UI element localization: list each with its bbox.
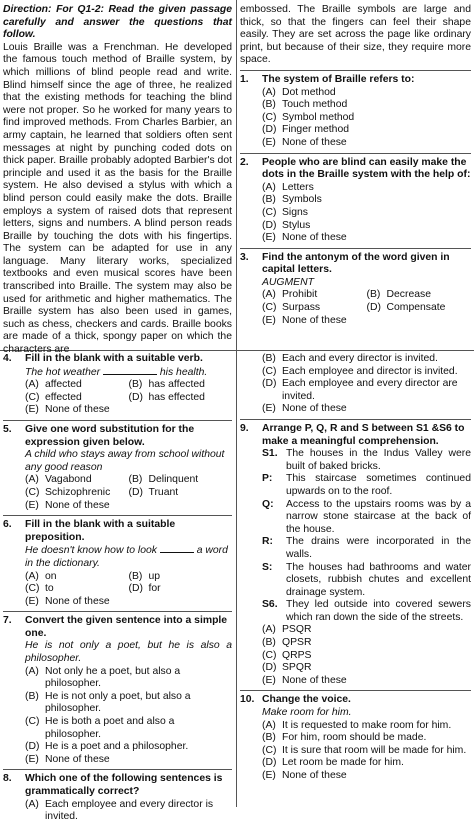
option[interactable]: (B) up bbox=[128, 570, 161, 582]
question-stem: Make room for him. bbox=[262, 707, 352, 719]
option[interactable]: (D) for bbox=[128, 583, 161, 595]
option[interactable]: (D) Each employee and every director are invited. bbox=[262, 378, 458, 402]
option[interactable]: (A) affected bbox=[25, 379, 82, 391]
option[interactable]: (B) Decrease bbox=[366, 289, 431, 301]
option[interactable]: (B) QPSR bbox=[262, 637, 312, 649]
option[interactable]: (E) None of these bbox=[25, 404, 110, 416]
question-number: 2. bbox=[240, 156, 249, 168]
option[interactable]: (A) Not only he a poet, but also a philosopher. bbox=[25, 665, 181, 690]
question-text: Give one word substitution for the expression given below. bbox=[25, 423, 195, 448]
option[interactable]: (D) has effected bbox=[128, 391, 205, 403]
top-right-block bbox=[240, 4, 471, 327]
option[interactable]: (E) None of these bbox=[262, 770, 347, 781]
option[interactable]: (D) Compensate bbox=[366, 302, 446, 314]
option[interactable]: (A) Each employee and every director is invited. bbox=[25, 798, 214, 823]
question-1 bbox=[240, 70, 471, 150]
question-text: Arrange P, Q, R and S between S1 &S6 to make a meaningful comprehension. bbox=[262, 422, 465, 447]
bottom-right-block bbox=[240, 353, 471, 783]
question-number: 3. bbox=[240, 251, 249, 263]
blank-line bbox=[103, 366, 157, 375]
question-text: Fill in the blank with a suitable preposition. bbox=[25, 519, 176, 543]
question-6 bbox=[3, 515, 232, 608]
question-number: 7. bbox=[3, 615, 12, 627]
question-8 bbox=[3, 769, 232, 823]
question-text: Fill in the blank with a suitable verb. bbox=[25, 353, 203, 364]
option[interactable]: (C) Surpass bbox=[262, 302, 321, 314]
question-text: Find the antonym of the word given in capital letters. bbox=[262, 251, 450, 276]
question-4 bbox=[3, 353, 232, 417]
option[interactable]: (D) Truant bbox=[128, 486, 179, 498]
question-text: Convert the given sentence into a simple one. bbox=[25, 615, 228, 639]
option[interactable]: (C) QRPS bbox=[262, 649, 312, 661]
passage-direction: Direction: For Q1-2: Read the given passage carefully and answer the questions that follow. bbox=[3, 4, 232, 41]
question-number: 4. bbox=[3, 353, 12, 364]
option[interactable]: (C) He is both a poet and also a philosopher. bbox=[25, 716, 175, 740]
sentence-p: P: This staircase sometimes continued upwards on to the roof. bbox=[262, 473, 471, 497]
question-10 bbox=[240, 690, 471, 782]
question-text: People who are blind can easily make the dots in the Braille system with the help of: bbox=[262, 156, 471, 181]
option[interactable]: (E) None of these bbox=[262, 314, 347, 326]
question-number: 6. bbox=[3, 519, 12, 531]
option[interactable]: (B) For him, room should be made. bbox=[262, 732, 427, 744]
passage-block bbox=[3, 4, 232, 357]
option[interactable]: (C) Schizophrenic bbox=[25, 486, 111, 498]
option[interactable]: (B) Delinquent bbox=[128, 474, 199, 486]
option[interactable]: (E) None of these bbox=[262, 403, 347, 415]
option[interactable]: (C) Signs bbox=[262, 206, 308, 218]
option[interactable]: (C) to bbox=[25, 583, 54, 595]
option[interactable]: (D) Stylus bbox=[262, 219, 311, 231]
option[interactable]: (A) Dot method bbox=[262, 86, 336, 98]
passage-text: Louis Braille was a Frenchman. He developed the famous touch method of Braille system, by which millions of blind people read and write. Blind himself since the age of three, he realized that the existing methods for teaching the blind were not proper. So he worked for many years to find improved methods. From Charles Barbier, an army captain, he learned that soldiers often sent messages at night by punching coded dots on thick paper. Braille probably adopted Barbier's dot principle and used it as the basis for the Braille system. He also devised a stylus with which a blind person could easily make the dots. Braille employs a system of raised dots that represent letters, signs and numbers. A blind person reads Braille by touching the dots with his fingertips. The system can be adapted for use in any language. Many literary works, specialized textbooks and even musical scores have been transcribed into Braille. The system may also be used for arithmetic and higher mathematics. The Braille system has also been used in games, such as chess, checkers and cards. Braille books are made of a thick, spongy paper on which the characters are bbox=[3, 41, 232, 356]
sentence-r: R: The drains were incorporated in the walls. bbox=[262, 536, 471, 560]
sentence-s: S: The houses had bathrooms and water closets, rubbish chutes and excellent drainage system. bbox=[262, 561, 471, 598]
option[interactable]: (A) Prohibit bbox=[262, 289, 318, 301]
option[interactable]: (D) He is a poet and a philosopher. bbox=[25, 741, 189, 753]
option[interactable]: (C) It is sure that room will be made for him. bbox=[262, 744, 467, 756]
option[interactable]: (A) PSQR bbox=[262, 624, 312, 636]
question-text: The system of Braille refers to: bbox=[262, 73, 415, 85]
bottom-left-block bbox=[3, 353, 232, 824]
option[interactable]: (D) SPQR bbox=[262, 662, 312, 674]
option[interactable]: (A) Letters bbox=[262, 181, 314, 193]
question-7 bbox=[3, 611, 232, 766]
question-number: 5. bbox=[3, 423, 12, 435]
option[interactable]: (A) It is requested to make room for him. bbox=[262, 719, 452, 731]
option[interactable]: (D) Let room be made for him. bbox=[262, 757, 404, 769]
question-9 bbox=[240, 419, 471, 687]
sentence-q: Q: Access to the upstairs rooms was by a narrow stone staircase at the back of the house. bbox=[262, 498, 471, 535]
question-stem: AUGMENT bbox=[262, 276, 314, 288]
question-number: 8. bbox=[3, 773, 12, 785]
column-divider bbox=[236, 0, 237, 807]
question-2 bbox=[240, 153, 471, 245]
question-number: 10. bbox=[240, 694, 255, 706]
option[interactable]: (B) has affected bbox=[128, 379, 205, 391]
question-3 bbox=[240, 248, 471, 328]
question-stem: The hot weather his health. bbox=[25, 366, 208, 378]
question-text: Which one of the following sentences is grammatically correct? bbox=[25, 773, 223, 797]
option[interactable]: (B) He is not only a poet, but also a philosopher. bbox=[25, 690, 191, 715]
question-number: 1. bbox=[240, 73, 249, 85]
option[interactable]: (A) Vagabond bbox=[25, 474, 92, 486]
question-stem: A child who stays away from school without any good reason bbox=[25, 449, 225, 473]
option[interactable]: (E) None of these bbox=[262, 232, 347, 244]
option[interactable]: (A) on bbox=[25, 570, 57, 582]
option[interactable]: (E) None of these bbox=[262, 674, 347, 686]
blank-line bbox=[160, 544, 194, 553]
option[interactable]: (E) None of these bbox=[25, 753, 110, 765]
question-stem: He doesn't know how to look a word in the dictionary. bbox=[25, 545, 228, 569]
sentence-s1: S1. The houses in the Indus Valley were built of baked bricks. bbox=[262, 448, 471, 472]
option[interactable]: (B) Touch method bbox=[262, 99, 348, 111]
question-stem: He is not only a poet, but he is also a philosopher. bbox=[25, 640, 232, 665]
option[interactable]: (B) Symbols bbox=[262, 194, 322, 206]
question-5 bbox=[3, 420, 232, 512]
option[interactable]: (E) None of these bbox=[25, 595, 110, 607]
option[interactable]: (C) Each employee and director is invited. bbox=[262, 365, 458, 377]
option[interactable]: (E) None of these bbox=[262, 136, 347, 148]
question-number: 9. bbox=[240, 422, 249, 434]
question-8-continued bbox=[240, 353, 471, 416]
sentence-s6: S6. They led outside into covered sewers which ran down the side of the streets. bbox=[262, 599, 471, 623]
option[interactable]: (C) Symbol method bbox=[262, 111, 355, 123]
option[interactable]: (B) Each and every director is invited. bbox=[262, 353, 438, 364]
passage-continuation: embossed. The Braille symbols are large and thick, so that the fingers can feel their shape easily. They are set across the page like ordinary print, but because of their size, they require more space. bbox=[240, 4, 471, 66]
option[interactable]: (E) None of these bbox=[25, 499, 110, 511]
option[interactable]: (C) effected bbox=[25, 391, 82, 403]
question-text: Change the voice. bbox=[262, 694, 351, 706]
option[interactable]: (D) Finger method bbox=[262, 124, 349, 136]
